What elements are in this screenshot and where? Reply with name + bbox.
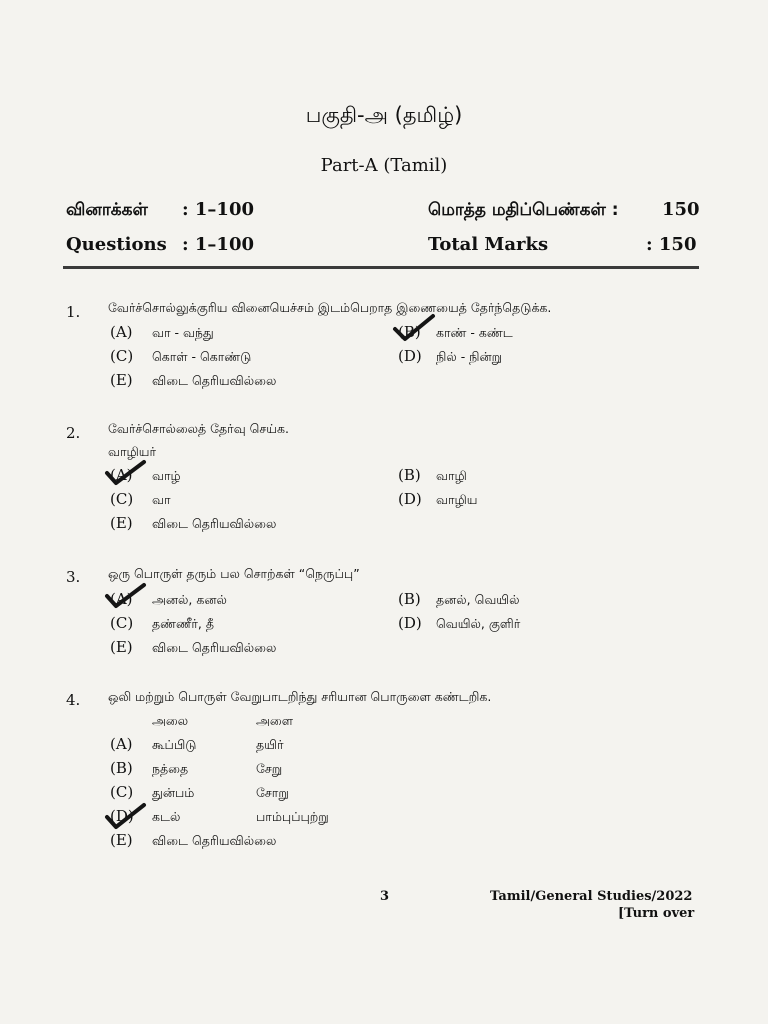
- option-label: (E): [110, 514, 133, 532]
- option-col1: நத்தை: [152, 761, 189, 776]
- footer-subject: Tamil/General Studies/2022: [490, 889, 693, 904]
- option-label: (A): [110, 735, 133, 753]
- page-number: 3: [380, 889, 390, 904]
- total-marks-label-en: Total Marks: [428, 234, 549, 255]
- question-text: ஒலி மற்றும் பொருள் வேறுபாடறிந்து சரியான பொருளை கண்டறிக.: [108, 689, 492, 704]
- option-col2: சேறு: [256, 761, 283, 776]
- option-col1: கடல்: [152, 809, 181, 824]
- title-tamil: பகுதி-அ (தமிழ்): [305, 103, 463, 127]
- total-marks-label-ta: மொத்த மதிப்பெண்கள் :: [428, 200, 619, 220]
- option-text: தண்ணீர், தீ: [152, 616, 214, 631]
- option-text: வாழிய: [436, 492, 478, 507]
- option-text: நில் - நின்று: [436, 349, 503, 364]
- option-text: வா - வந்து: [152, 325, 214, 340]
- option-label: (B): [398, 590, 421, 608]
- question-subtext: வாழியர்: [108, 444, 157, 459]
- option-col1: துன்பம்: [152, 785, 195, 800]
- option-text: கொள் - கொண்டு: [152, 349, 252, 364]
- option-text: வாழ்: [152, 468, 181, 483]
- question-number: 4.: [66, 691, 81, 709]
- checkmark-icon: [104, 800, 148, 830]
- option-label: (C): [110, 614, 134, 632]
- total-marks-value-en: : 150: [646, 234, 697, 255]
- option-col2: தயிர்: [256, 737, 284, 752]
- option-label: (C): [110, 347, 134, 365]
- questions-label-en: Questions: [66, 234, 167, 255]
- option-label: (E): [110, 638, 133, 656]
- option-text: தனல், வெயில்: [436, 592, 520, 607]
- option-label: (C): [110, 490, 134, 508]
- question-text: ஒரு பொருள் தரும் பல சொற்கள் “நெருப்பு”: [108, 566, 360, 581]
- questions-value-ta: : 1–100: [182, 199, 255, 220]
- option-col2: சோறு: [256, 785, 289, 800]
- option-text: காண் - கண்ட: [436, 325, 513, 340]
- option-label: (A): [110, 466, 133, 484]
- question-number: 2.: [66, 424, 81, 442]
- option-label: (B): [398, 466, 421, 484]
- question-text: வேர்ச்சொல்லுக்குரிய வினையெச்சம் இடம்பெறாத இணையைத் தேர்ந்தெடுக்க.: [108, 300, 552, 315]
- option-label: (D): [110, 807, 134, 825]
- question-number: 3.: [66, 568, 81, 586]
- column-head: அலை: [152, 713, 189, 728]
- option-label: (E): [110, 371, 133, 389]
- option-label: (B): [110, 759, 133, 777]
- option-label: (A): [110, 323, 133, 341]
- checkmark-icon: [104, 580, 148, 610]
- option-text: விடை தெரியவில்லை: [152, 373, 277, 388]
- option-text: அனல், கனல்: [152, 592, 227, 607]
- questions-value-en: : 1–100: [182, 234, 255, 255]
- option-label: (D): [398, 347, 422, 365]
- option-text: வெயில், குளிர்: [436, 616, 521, 631]
- option-col1: கூப்பிடு: [152, 737, 197, 752]
- question-text: வேர்ச்சொல்லைத் தேர்வு செய்க.: [108, 421, 289, 436]
- option-label: (E): [110, 831, 133, 849]
- option-text: விடை தெரியவில்லை: [152, 516, 277, 531]
- option-col2: பாம்புப்புற்று: [256, 809, 329, 824]
- question-number: 1.: [66, 303, 81, 321]
- option-label: (B): [398, 323, 421, 341]
- checkmark-icon: [104, 457, 148, 487]
- questions-label-ta: வினாக்கள்: [66, 200, 148, 220]
- total-marks-value-ta: 150: [662, 199, 700, 220]
- option-text: வாழி: [436, 468, 467, 483]
- option-text: விடை தெரியவில்லை: [152, 833, 277, 848]
- header-divider: [63, 266, 699, 269]
- title-english: Part-A (Tamil): [320, 155, 448, 176]
- option-label: (C): [110, 783, 134, 801]
- column-head: அளை: [256, 713, 293, 728]
- option-text: விடை தெரியவில்லை: [152, 640, 277, 655]
- option-label: (D): [398, 614, 422, 632]
- turn-over: [Turn over: [618, 906, 695, 921]
- option-text: வா: [152, 492, 171, 507]
- option-label: (D): [398, 490, 422, 508]
- option-label: (A): [110, 590, 133, 608]
- checkmark-icon: [392, 312, 436, 342]
